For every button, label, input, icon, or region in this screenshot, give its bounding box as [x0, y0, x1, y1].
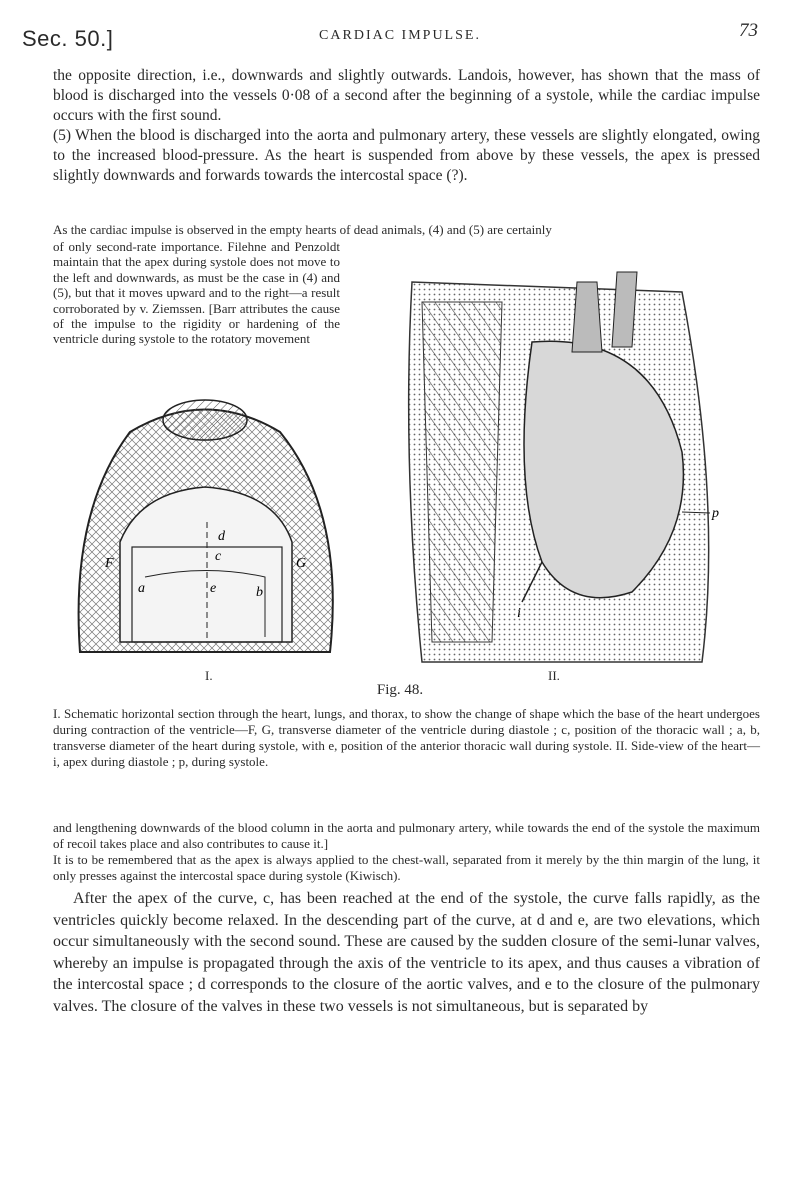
after-figure-paragraph-2: It is to be remembered that as the apex is always applied to the chest-wall, separated from it merely by the thin margin of the lung, it only presses against the intercostal space during systole (Kiwisch).: [53, 852, 760, 883]
svg-text:p: p: [712, 506, 719, 521]
paragraph-1: the opposite direction, i.e., downwards and slightly outwards. Landois, however, has shown that the mass of blood is discharged into the vessels 0·08 of a second after the beginning of a systole, while the cardiac impulse occurs with the first sound.: [53, 67, 760, 124]
svg-text:d: d: [218, 529, 225, 544]
rib-band: [422, 302, 502, 642]
figure-caption: I. Schematic horizontal section through the heart, lungs, and thorax, to show the change of shape which the base of the heart undergoes during contraction of the ventricle—F, G, transverse diameter of the ventricle during diastole ; c, position of the thoracic wall ; a, b, transverse diameter of the heart during systole, with e, position of the anterior thoracic wall during systole. II. Side-view of the heart—i, apex during diastole ; p, during systole.: [53, 706, 760, 769]
paragraph-3-column: of only second-rate importance. Filehne and Penzoldt maintain that the apex during systole does not move to the left and downwards, as must be the case in (4) and (5), but that it moves upward and to the right—a result corroborated by v. Ziemssen. [Barr attributes the cause of the impulse to the rigidity or hardening of the ventricle during systole to the rotatory movement: [53, 239, 340, 347]
panel-label-2: II.: [548, 668, 560, 683]
main-body-paragraph: After the apex of the curve, c, has been reached at the end of the systole, the curve falls rapidly, as the ventricles quickly become relaxed. In the descending part of the curve, at d and e, are two elevations, which occur simultaneously with the second sound. These are caused by the sudden closure of the semi-lunar valves, whereby an impulse is propagated through the axis of the ventricle to its apex, and thus causes a vibration of the intercostal space ; d corresponds to the closure of the aortic valves, and e to the closure of the pulmonary valves. The closure of the valves in these two vessels is not simultaneous, but is separated by: [53, 890, 760, 1015]
after-figure-paragraph-1: and lengthening downwards of the blood column in the aorta and pulmonary artery, while towards the end of the systole the maximum of recoil takes place and also contributes to cause it.]: [53, 820, 760, 851]
svg-text:b: b: [256, 585, 263, 600]
paragraph-3-full-width: As the cardiac impulse is observed in the empty hearts of dead animals, (4) and (5) are certainly: [53, 222, 552, 237]
svg-text:c: c: [215, 549, 222, 564]
svg-text:e: e: [210, 581, 217, 596]
page-number: 73: [739, 20, 758, 41]
panel-label-1: I.: [205, 668, 213, 683]
figure-2-heart-side-view: [382, 262, 727, 667]
svg-text:F: F: [105, 556, 114, 571]
svg-text:G: G: [296, 556, 307, 571]
vertebra-shape: [163, 400, 247, 440]
heart-section: [120, 487, 292, 642]
figure-title: Fig. 48.: [376, 682, 424, 698]
upper-text-block: [53, 66, 760, 186]
figure-1-section-diagram: [60, 392, 350, 662]
running-title: CARDIAC IMPULSE.: [319, 28, 481, 43]
svg-text:i: i: [517, 606, 521, 621]
svg-text:a: a: [138, 581, 145, 596]
section-label: Sec. 50.]: [22, 26, 114, 51]
great-vessels: [572, 282, 602, 352]
after-figure-block: [53, 820, 760, 884]
paragraph-2: (5) When the blood is discharged into the aorta and pulmonary artery, these vessels are slightly elongated, owing to the increased blood-pressure. As the heart is suspended from above by these vessels, the apex is pressed slightly downwards and forwards towards the intercostal space (?).: [53, 127, 760, 184]
